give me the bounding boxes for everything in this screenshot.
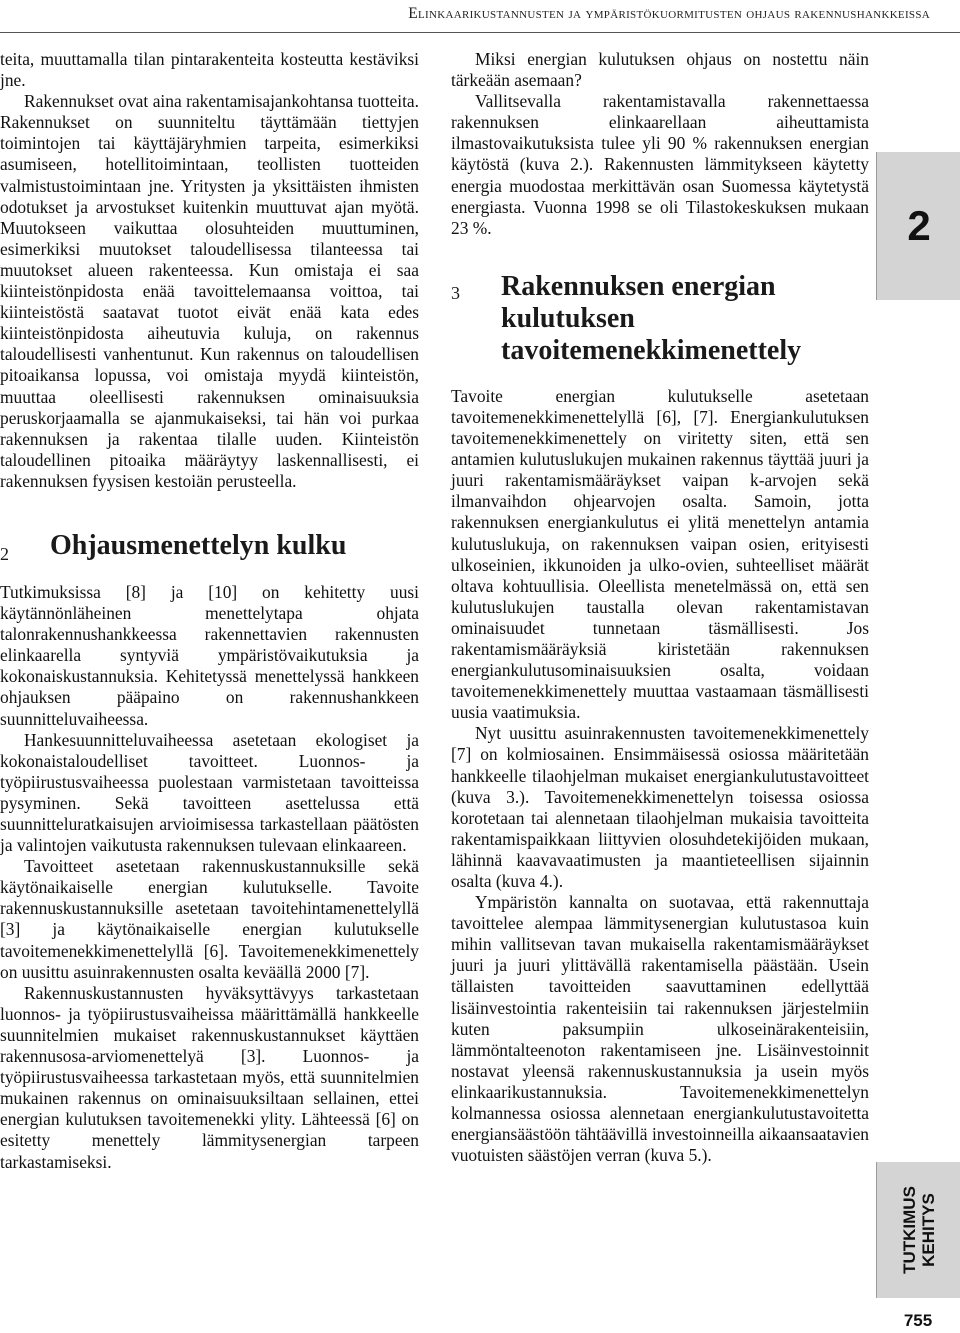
chapter-tab: 2: [876, 152, 960, 300]
section-heading-2: [0, 530, 419, 570]
series-label-line-1: TUTKIMUS: [900, 1186, 919, 1274]
section-heading-3: [451, 271, 869, 367]
left-paragraph-1: teita, muuttamalla tilan pintarakenteita kosteutta kestäviksi jne.: [0, 49, 419, 91]
right-column: [451, 49, 869, 1166]
section-title: Ohjausmenettelyn kulku: [50, 529, 347, 561]
series-label-line-2: KEHITYS: [919, 1193, 938, 1267]
header-rule: [0, 32, 960, 33]
section-number: 3: [451, 282, 460, 303]
left-paragraph-3: Tutkimuksissa [8] ja [10] on kehitetty uusi käytännönläheinen menettelytapa ohjata talonrakennushankkeessa rakennettavien rakennusten elinkaarella syntyviä ympäristövaikutuksia ja kokonaiskustannuksia. Kehitetyssä menettelyssä hankkeen ohjauksen pääpaino on rakennushankkeen suunnitteluvaiheessa.: [0, 581, 419, 729]
right-paragraph-2: Vallitsevalla rakentamistavalla rakennettaessa rakennuksen elinkaarellaan aiheuttamista ilmastovaikutuksista tulee yli 90 % rakennuksen energian käytöstä (kuva 2.). Rakennusten lämmitykseen käytetty energia muodostaa merkittävän osan Suomessa käytetystä energiasta. Vuonna 1998 se oli Tilastokeskuksen mukaan 23 %.: [451, 91, 869, 238]
right-paragraph-3: Tavoite energian kulutukselle asetetaan tavoitemenekkimenettelyllä [6], [7]. Energiankulutuksen tavoitemenekkimenettely on viritetty siten, että sen antamien kulutuslukujen mukainen rakennus täyttää juuri ja juuri rakentamismääräykset vaipan k-arvojen sekä ilmanvaihdon ohjearvojen osalta. Samoin, jotta rakennuksen energiankulutus ei ylitä menettelyn antamia kulutuslukuja, on rakennuksen vaipan osien, erityisesti ulkoseinien, ikkunoiden ja ulko-ovien, suhteelliset määrät oltava kohtuullisia. Oleellista menetelmässä on, että sen kulutuslukujen taustalla olevan rakentamistavan ominaisuudet tunnetaan täsmällisesti. Jos rakentamismääräyksiä kiristetään rakennuksen energiankulutusominaisuuksien osalta, voidaan tavoitemenekkimenettely muuttaa vastaamaan täsmällisesti uusia vaatimuksia.: [451, 385, 869, 723]
running-header: Elinkaarikustannusten ja ympäristökuormitusten ohjaus rakennushankkeissa: [408, 5, 930, 22]
left-paragraph-4: Hankesuunnitteluvaiheessa asetetaan ekologiset ja kokonaistaloudelliset tavoitteet. Luonnos- ja työpiirustusvaiheessa puolestaan varmistetaan tavoitteissa pysyminen. Sekä tavoitteen asettelussa että suunnitteluratkaisujen arvioimisessa tarkastellaan päätösten ja valintojen vaikutusta rakennuksen tulevaan elinkaareen.: [0, 729, 419, 856]
section-title: Rakennuksen energian kulutuksen tavoitemenekkimenettely: [501, 270, 802, 366]
left-paragraph-5: Tavoitteet asetetaan rakennuskustannuksille sekä käytönaikaiselle energian kulutukselle. Tavoite rakennuskustannuksille asetetaan tavoitehintamenettelyllä [3] ja käytönaikaiselle energian kulutukselle tavoitemenekkimenettelyllä [6]. Tavoitemenekkimenettely on uusittu asuinrakennusten osalta keväällä 2000 [7].: [0, 856, 419, 982]
right-paragraph-1: Miksi energian kulutuksen ohjaus on nostettu näin tärkeään asemaan?: [451, 49, 869, 91]
left-paragraph-6: Rakennuskustannusten hyväksyttävyys tarkastetaan luonnos- ja työpiirustusvaiheissa määrittämällä hankkeelle suunnitelmien mukaiset rakennuskustannukset käyttäen rakennusosa-arviomenettelyä [3]. Luonnos- ja työpiirustusvaiheessa tarkastetaan myös, että suunnitelmien mukainen rakennus on ominaisuuksiltaan sellainen, ettei energian kulutuksen tavoitemenekki ylity. Lähteessä [6] on esitetty menettely lämmitysenergian tarpeen tarkastamiseksi.: [0, 982, 419, 1172]
left-column: [0, 49, 419, 1173]
series-tab: [876, 1162, 960, 1298]
right-paragraph-5: Ympäristön kannalta on suotavaa, että rakennuttaja tavoittelee alempaa lämmitysenergian kulutustasoa kuin mihin vallitsevan tavan mukaisella rakentamismääräykset juuri ja juuri ylittävällä rakentamisella päästään. Usein tällaisten tavoitteiden saavuttaminen edellyttää lisäinvestointia rakenteisiin tai rakennuksen järjestelmiin kuten paksumpiin ulkoseinärakenteisiin, lämmöntalteenoton rakentamiseen jne. Lisäinvestoinnit nostavat yleensä rakennuskustannuksia ja usein myös elinkaarikustannuksia. Tavoitemenekkimenettelyn kolmannessa osiossa alennetaan energiankulutustavoitetta energiansäästöön tähtäävillä investoinneilla aikaansaatavien vuotuisten säästöjen verran (kuva 5.).: [451, 892, 869, 1166]
left-paragraph-2: Rakennukset ovat aina rakentamisajankohtansa tuotteita. Rakennukset on suunniteltu täyttämään tiettyjen toimintojen tai käyttäjäryhmien tarpeita, esimerkiksi asumiseen, hotellitoimintaan, teollisten tuotteiden valmistustoimintaan jne. Yritysten ja yksittäisten ihmisten odotukset ja arvostukset kuitenkin muuttuvat ajan myötä. Muutokseen vaikuttaa olosuhteiden muuttuminen, esimerkiksi muutokset taloudellisessa tilanteessa tai muutokset alueen rakenteessa. Kun omistaja ei saa kiinteistönpidosta enää tavoittelemaansa voittoa, tai kiinteistöstä saatavat tuotot eivät enää kata edes kiinteistönpidosta aiheutuvia kuluja, on rakennus taloudellisesti vanhentunut. Kun rakennus on taloudellisen pitoaikansa lopussa, voi omistaja myydä kiinteistön, muuttaa oleellisesti rakennuksen ominaisuuksia peruskorjaamalla se ajanmukaiseksi, tai hän voi purkaa rakennuksen ja rakentaa tilalle uuden. Kiinteistön taloudellinen pitoaika määräytyy laskennallisesti, ei rakennuksen fyysisen kestoiän perusteella.: [0, 91, 419, 491]
page-number: 755: [903, 1311, 933, 1330]
section-number: 2: [0, 543, 9, 564]
series-label: [900, 1186, 938, 1274]
right-paragraph-4: Nyt uusittu asuinrakennusten tavoitemenekkimenettely [7] on kolmiosainen. Ensimmäisessä osiossa määritetään hankkeelle tilaohjelman mukaiset energiankulutustavoitteet (kuva 3.). Tavoitemenekkimenettelyn toisessa osiossa korotetaan tai alennetaan tilaohjelman mukaisia tavoitteita rakentamispaikkaan liittyvien olosuhdetekijöiden mukaan, lähinnä kaavavaatimusten ja maantieteellisen sijainnin osalta (kuva 4.).: [451, 723, 869, 891]
